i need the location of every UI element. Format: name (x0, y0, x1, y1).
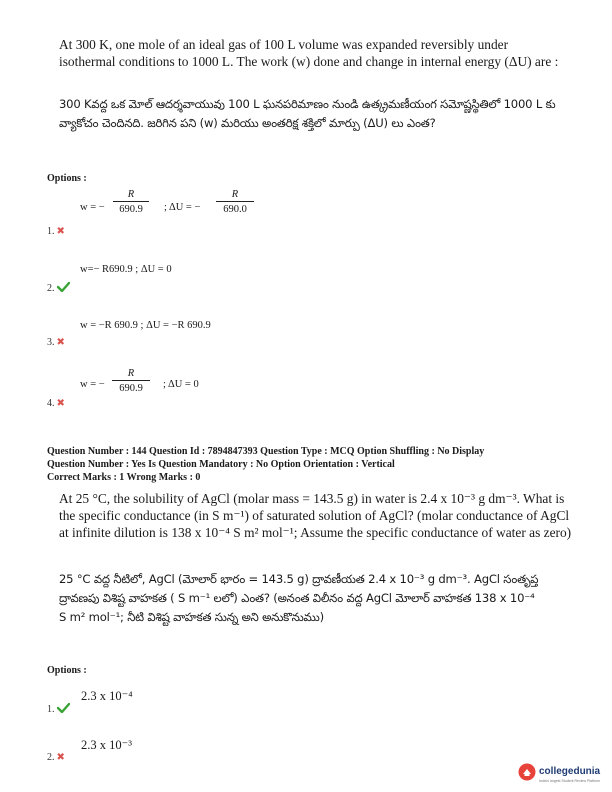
fraction-numerator: R (231, 189, 239, 200)
fraction-numerator: R (127, 189, 135, 200)
option-number: 3. ✖ (47, 337, 65, 348)
logo-icon (518, 763, 536, 781)
cross-icon: ✖ (56, 337, 65, 348)
question-meta-line: Question Number : 144 Question Id : 7894847393 Question Type : MCQ Option Shuffling : No Display (47, 446, 485, 457)
fraction-w (113, 189, 149, 215)
option-number: 1. ✖ (47, 226, 65, 237)
fraction-du (216, 189, 254, 215)
option-value: 2.3 x 10⁻⁴ (81, 689, 133, 703)
collegedunia-logo (518, 761, 600, 783)
option-number: 2. ✖ (47, 752, 65, 763)
fraction-denominator: 690.9 (113, 201, 149, 215)
cross-icon: ✖ (56, 226, 65, 237)
question-text-telugu: 300 Kవద్ద ఒక మోల్ ఆదర్శవాయువు 100 L ఘనపరిమాణం నుండి ఉత్క్రమణీయంగ సమోష్ణస్థితిలో 1000 L కు వ్యాకోచం చెందినది. జరిగిన పని (w) మరియు అంతరిక్ష శక్తిలో మార్పు (ΔU) లు ఎంత? (59, 97, 556, 130)
cross-icon: ✖ (56, 752, 65, 763)
logo-text-block (539, 761, 600, 783)
question-text-english: At 25 °C, the solubility of AgCl (molar mass = 143.5 g) in water is 2.4 x 10⁻³ g dm⁻³. What is the specific conductance (in S m⁻¹) of saturated solution of AgCl? (molar conductance of AgCl at infinite dilution is 138 x 10⁻⁴ S m² mol⁻¹; Assume the specific conductance of water as zero) (59, 491, 572, 540)
question-text-english: At 300 K, one mole of an ideal gas of 100 L volume was expanded reversibly under isothermal conditions to 1000 L. The work (w) done and change in internal energy (ΔU) are : (59, 37, 559, 69)
question-meta-line: Correct Marks : 1 Wrong Marks : 0 (47, 472, 201, 483)
fraction-w (112, 368, 150, 394)
option-number: 1. (47, 703, 70, 716)
cross-icon: ✖ (56, 398, 65, 409)
question-text-telugu: 25 °C వద్ద నీటిలో, AgCl (మోలార్ భారం = 143.5 g) ద్రావణీయత 2.4 x 10⁻³ g dm⁻³. AgCl సంతృప్త ద్రావణపు విశిష్ట వాహకత ( S m⁻¹ లలో) ఎంత? (అనంత విలీనం వద్ద AgCl మోలార్ వాహకత 138 x 10⁻⁴ S m² mol⁻¹; నీటి విశిష్ట వాహకత సున్న అని అనుకొనుము) (59, 572, 539, 624)
fraction-numerator: R (127, 368, 135, 379)
option-value: 2.3 x 10⁻³ (81, 738, 132, 752)
logo-text: collegedunia (539, 766, 601, 777)
logo-tagline: India's largest Student Review Platform (539, 779, 600, 783)
formula-du-rhs: ; ΔU = 0 (163, 379, 199, 390)
formula-du-lhs: ; ΔU = − (164, 202, 201, 213)
formula-expression: w=− R690.9 ; ΔU = 0 (80, 264, 172, 275)
check-icon (57, 282, 70, 295)
options-label: Options : (47, 665, 87, 676)
option-number: 4. ✖ (47, 398, 65, 409)
options-label: Options : (47, 173, 87, 184)
formula-expression: w = −R 690.9 ; ΔU = −R 690.9 (80, 320, 211, 331)
check-icon (57, 703, 70, 716)
question-meta-line: Question Number : Yes Is Question Mandatory : No Option Orientation : Vertical (47, 459, 395, 470)
formula-w-lhs: w = − (80, 379, 105, 390)
formula-w-lhs: w = − (80, 202, 105, 213)
option-number: 2. (47, 282, 70, 295)
fraction-denominator: 690.0 (216, 201, 254, 215)
fraction-denominator: 690.9 (112, 380, 150, 394)
